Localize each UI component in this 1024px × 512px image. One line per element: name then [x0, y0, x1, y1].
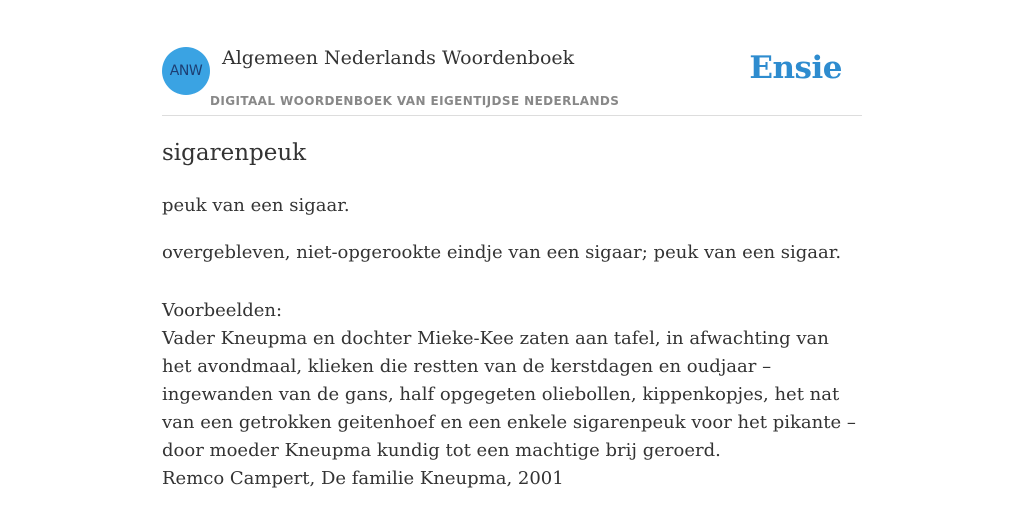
examples-section [162, 297, 862, 493]
headword: sigarenpeuk [162, 140, 307, 166]
examples-label: Voorbeelden: [162, 300, 283, 321]
site-subtitle: DIGITAAL WOORDENBOEK VAN EIGENTIJDSE NEDERLANDS [210, 94, 620, 108]
anw-logo[interactable] [162, 47, 210, 95]
anw-logo-text: ANW [169, 63, 203, 79]
site-title[interactable]: Algemeen Nederlands Woordenboek [222, 47, 575, 69]
definition-long: overgebleven, niet-opgerookte eindje van een sigaar; peuk van een sigaar. [162, 242, 842, 263]
ensie-brand-logo[interactable]: Ensie [749, 50, 842, 86]
entry-card [162, 0, 862, 512]
definition-short: peuk van een sigaar. [162, 195, 350, 216]
site-header [162, 0, 862, 116]
example-source: Remco Campert, De familie Kneupma, 2001 [162, 468, 564, 489]
example-quote: Vader Kneupma en dochter Mieke-Kee zaten aan tafel, in afwachting van het avondmaal, klieken die restten van de kerstdagen en oudjaar – ingewanden van de gans, half opgegeten oliebollen, kippenkopjes, het nat van een getrokken geitenhoef en een enkele sigarenpeuk voor het pikante – door moeder Kneupma kundig tot een machtige brij geroerd. [162, 328, 856, 461]
